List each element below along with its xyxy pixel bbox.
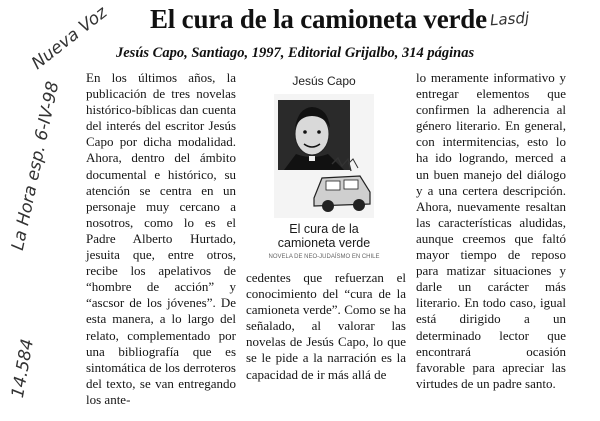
book-cover	[256, 72, 392, 266]
article-column-1: En los últimos años, la publicación de tres novelas histórico-bíblicas dan cuenta del interés del escritor Jesús Capo por dicha modalidad. Ahora, dentro del ámbito documental e histórico, su atención se centra en un personaje muy cercano a nosotros, como lo es el Padre Alberto Hurtado, jesuita que, entre otros, recibe los apelativos de “hombre de acción” y “ascsor de los jóvenes”. De esta manera, a lo largo del relato, complementado por una bibliografía que es sintomática de los derroteros del texto, se van entregando los ante-	[86, 70, 236, 407]
handwritten-note-top-left: Nueva Voz	[28, 2, 112, 74]
handwritten-note-left-margin: La Hora esp. 6-IV-98	[8, 79, 64, 253]
cover-title-line-1: El cura de la	[289, 222, 359, 236]
cover-caption: NOVELA DE NEO-JUDAÍSMO EN CHILE	[268, 254, 380, 260]
cover-title	[256, 222, 392, 250]
article-column-2: cedentes que refuerzan el conocimiento del “cura de la camioneta verde”. Como se ha señalado, al valorar las novelas de Jesús Capo, lo que se le pide a la narración es la capacidad de ir más allá de	[246, 270, 406, 382]
cover-title-line-2: camioneta verde	[277, 236, 371, 250]
article-subtitle: Jesús Capo, Santiago, 1997, Editorial Grijalbo, 314 páginas	[116, 45, 475, 61]
article-title: El cura de la camioneta verde	[150, 4, 487, 34]
article-column-3: lo meramente informativo y entregar elementos que confirmen la adherencia al género literario. En general, con intermitencias, esto lo ha ido logrando, merced a un buen manejo del diálogo y a una certera descripción. Ahora, nuevamente resaltan las características aludidas, aunque creemos que faltó mayor tiempo de reposo para matizar situaciones y darle un carácter más literario. En todo caso, igual está dirigido a un determinado lector que encontrará ocasión favorable para apreciar las virtudes de un padre santo.	[416, 70, 566, 391]
handwritten-note-top-right: Lasdj	[489, 8, 530, 30]
cover-illustration	[274, 94, 374, 218]
handwritten-note-bottom-left: 14.584	[8, 337, 39, 400]
cover-author: Jesús Capo	[292, 74, 356, 88]
